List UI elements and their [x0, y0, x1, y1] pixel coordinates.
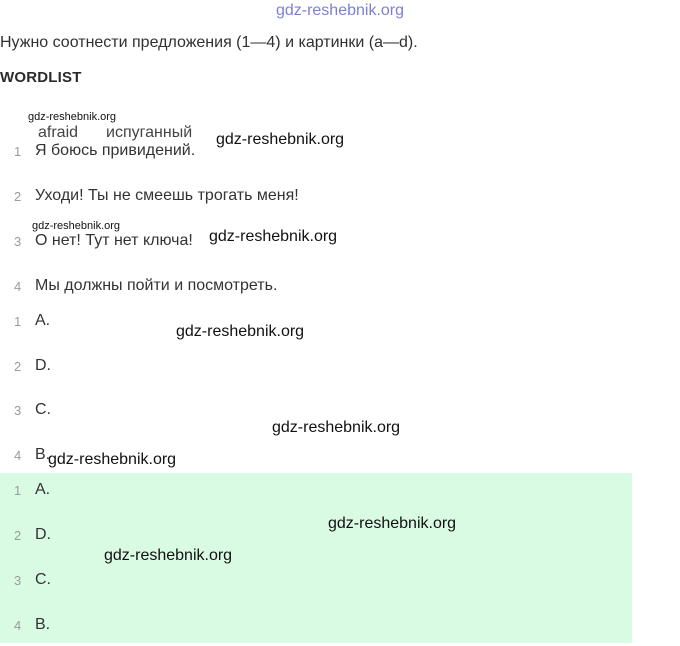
match-letter: A. — [35, 312, 51, 329]
match-letter: C. — [35, 401, 51, 418]
match-number: 4 — [14, 448, 22, 463]
match-row-2 — [0, 347, 660, 387]
sentence-row-4 — [0, 267, 660, 307]
match-number: 2 — [14, 359, 22, 374]
answer-number: 4 — [14, 618, 22, 633]
watermark: gdz-reshebnik.org — [176, 323, 305, 340]
answer-letter: A. — [35, 481, 51, 498]
match-row-1 — [0, 302, 660, 342]
watermark: gdz-reshebnik.org — [28, 111, 117, 123]
match-letter: D. — [35, 357, 51, 374]
sentence-text: Уходи! Ты не смеешь трогать меня! — [35, 187, 299, 204]
answer-letter: B. — [35, 616, 51, 633]
watermark: gdz-reshebnik.org — [48, 451, 177, 468]
wordlist-heading: WORDLIST — [0, 69, 82, 86]
watermark: gdz-reshebnik.org — [272, 419, 401, 436]
sentence-text: Мы должны пойти и посмотреть. — [35, 277, 278, 294]
sentence-text: О нет! Тут нет ключа! — [35, 232, 193, 249]
answer-number: 1 — [14, 483, 22, 498]
sentence-number: 3 — [14, 234, 22, 249]
watermark: gdz-reshebnik.org — [216, 131, 345, 148]
wordlist-word: afraid — [38, 124, 79, 141]
watermark: gdz-reshebnik.org — [328, 515, 457, 532]
match-letter: B. — [35, 446, 51, 463]
answer-number: 3 — [14, 573, 22, 588]
task-instruction: Нужно соотнести предложения (1—4) и картинки (a—d). — [0, 34, 418, 51]
answer-letter: C. — [35, 571, 51, 588]
sentence-row-2 — [0, 177, 660, 217]
match-number: 1 — [14, 314, 22, 329]
sentence-number: 1 — [14, 144, 22, 159]
answer-row-4 — [0, 606, 660, 646]
header-watermark: gdz-reshebnik.org — [275, 2, 405, 19]
answer-number: 2 — [14, 528, 22, 543]
watermark: gdz-reshebnik.org — [104, 547, 233, 564]
answer-row-1 — [0, 471, 660, 511]
sentence-text: Я боюсь привидений. — [35, 142, 196, 159]
watermark: gdz-reshebnik.org — [209, 228, 338, 245]
sentence-number: 4 — [14, 279, 22, 294]
watermark: gdz-reshebnik.org — [32, 220, 121, 232]
sentence-number: 2 — [14, 189, 22, 204]
answer-letter: D. — [35, 526, 51, 543]
wordlist-translation: испуганный — [106, 124, 193, 141]
match-number: 3 — [14, 403, 22, 418]
answer-row-3 — [0, 561, 660, 601]
